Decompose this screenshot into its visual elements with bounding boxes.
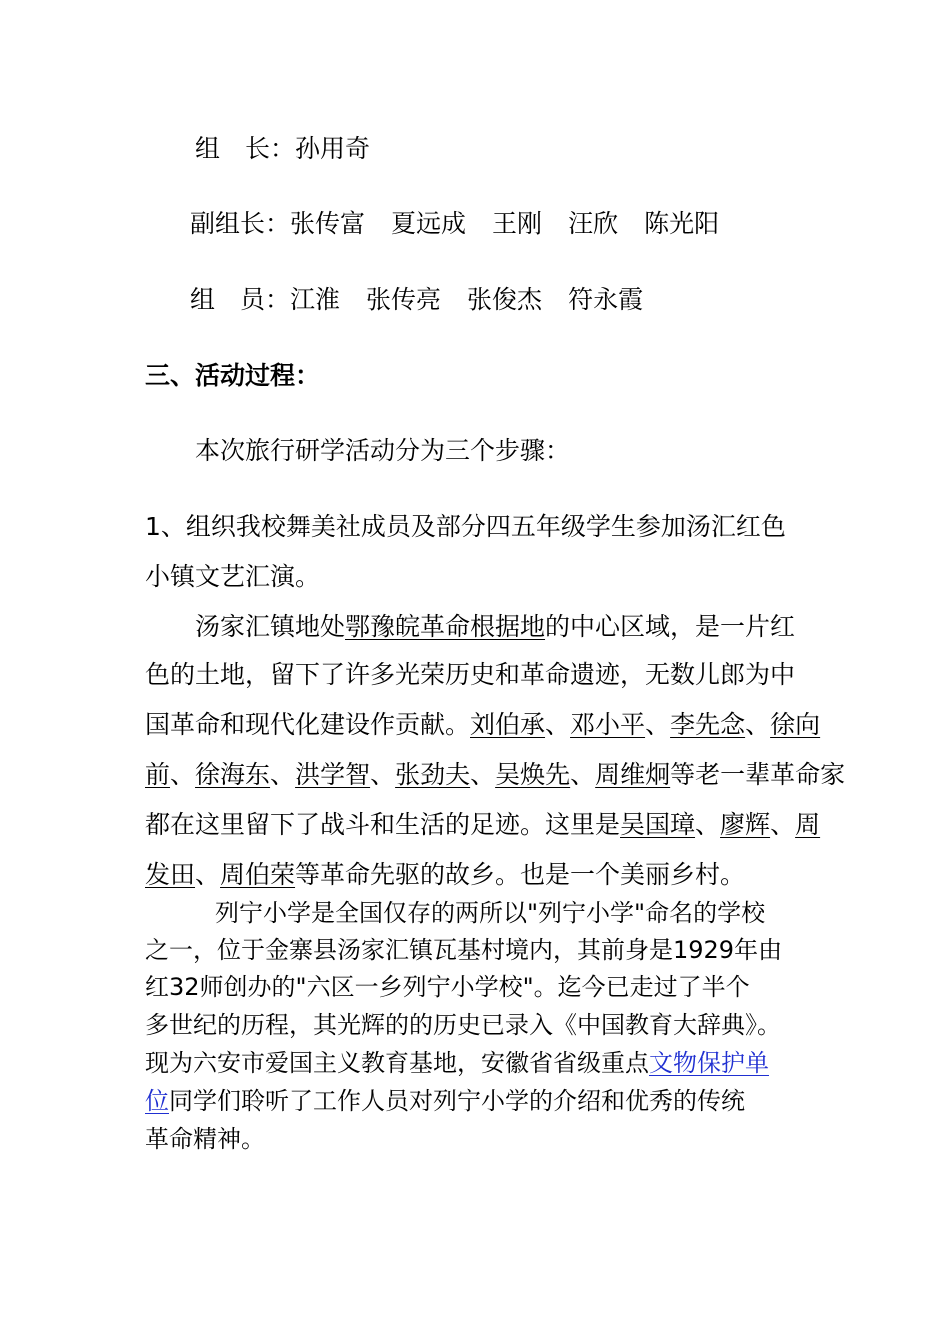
text-run: 汤家汇镇地处: [195, 612, 346, 641]
person-name: 李先念: [670, 710, 746, 739]
deputy-name: 王刚: [492, 209, 543, 238]
person-name: 洪学智: [295, 760, 371, 789]
separator: 、: [770, 810, 796, 839]
member-name: 张传亮: [366, 285, 442, 314]
deputy-name: 陈光阳: [644, 209, 720, 238]
text-run: 等革命先驱的故乡。也是一个美丽乡村。: [295, 860, 746, 889]
text-run: 现为六安市爱国主义教育基地，安徽省省级重点: [145, 1049, 649, 1077]
member-name: 张俊杰: [467, 285, 543, 314]
person-name: 周: [795, 810, 821, 839]
underlined-term: 鄂豫皖革命根据地: [345, 612, 546, 641]
person-name: 周伯荣: [220, 860, 296, 889]
separator: 、: [170, 760, 196, 789]
deputy-label: 副组长：: [190, 209, 291, 238]
deputy-name: 张传富: [290, 209, 366, 238]
para2-line-5: [145, 1048, 769, 1078]
leader-name: 孙用奇: [295, 134, 371, 163]
person-name: 前: [145, 760, 171, 789]
member-label: 组 员：: [190, 285, 291, 314]
text-run: 的中心区域，是一片红: [545, 612, 796, 641]
heritage-link[interactable]: 位: [145, 1087, 169, 1115]
leader-line: [195, 134, 370, 164]
text-run: 都在这里留下了战斗和生活的足迹。这里是: [145, 810, 621, 839]
step1-line-2: 小镇文艺汇演。: [145, 562, 321, 591]
deputy-name: 汪欣: [568, 209, 619, 238]
separator: 、: [745, 710, 771, 739]
deputy-name: 夏远成: [391, 209, 467, 238]
separator: 、: [195, 860, 221, 889]
para1-line-5: [145, 810, 820, 840]
para2-line-6: [145, 1086, 745, 1116]
heritage-link[interactable]: 文物保护单: [649, 1049, 769, 1077]
separator: 、: [270, 760, 296, 789]
separator: 、: [545, 710, 571, 739]
para2-line-4: 多世纪的历程，其光辉的的历史已录入《中国教育大辞典》。: [145, 1011, 781, 1039]
person-name: 廖辉: [720, 810, 771, 839]
person-name: 发田: [145, 860, 196, 889]
separator: 、: [370, 760, 396, 789]
member-line: [190, 285, 643, 315]
para2-line-3: 红32师创办的"六区一乡列宁小学校"。迄今已走过了半个: [145, 973, 750, 1001]
person-name: 吴国璋: [620, 810, 696, 839]
person-name: 徐向: [770, 710, 821, 739]
separator: 、: [470, 760, 496, 789]
person-name: 徐海东: [195, 760, 271, 789]
para1-line-1: [195, 612, 795, 642]
leader-label: 组 长：: [195, 134, 296, 163]
para1-line-6: [145, 860, 745, 890]
separator: 、: [695, 810, 721, 839]
deputy-line: [190, 209, 719, 239]
para2-line-1: 列宁小学是全国仅存的两所以"列宁小学"命名的学校: [215, 899, 766, 927]
para2-line-7: 革命精神。: [145, 1125, 265, 1153]
person-name: 刘伯承: [470, 710, 546, 739]
step1-line-1: 1、组织我校舞美社成员及部分四五年级学生参加汤汇红色: [145, 512, 786, 541]
text-run: 同学们聆听了工作人员对列宁小学的介绍和优秀的传统: [169, 1087, 745, 1115]
para1-line-2: 色的土地，留下了许多光荣历史和革命遗迹，无数儿郎为中: [145, 660, 796, 689]
separator: 、: [645, 710, 671, 739]
para1-line-4: [145, 760, 845, 790]
person-name: 周维炯: [595, 760, 671, 789]
person-name: 吴焕先: [495, 760, 571, 789]
para2-line-2: 之一，位于金寨县汤家汇镇瓦基村境内，其前身是1929年由: [145, 936, 783, 964]
member-name: 江淮: [290, 285, 341, 314]
member-name: 符永霞: [568, 285, 644, 314]
person-name: 邓小平: [570, 710, 646, 739]
text-run: 国革命和现代化建设作贡献。: [145, 710, 471, 739]
section-heading: 三、活动过程：: [145, 361, 321, 390]
separator: 、: [570, 760, 596, 789]
person-name: 张劲夫: [395, 760, 471, 789]
text-run: 等老一辈革命家: [670, 760, 846, 789]
section-intro: 本次旅行研学活动分为三个步骤：: [195, 436, 571, 465]
para1-line-3: [145, 710, 820, 740]
